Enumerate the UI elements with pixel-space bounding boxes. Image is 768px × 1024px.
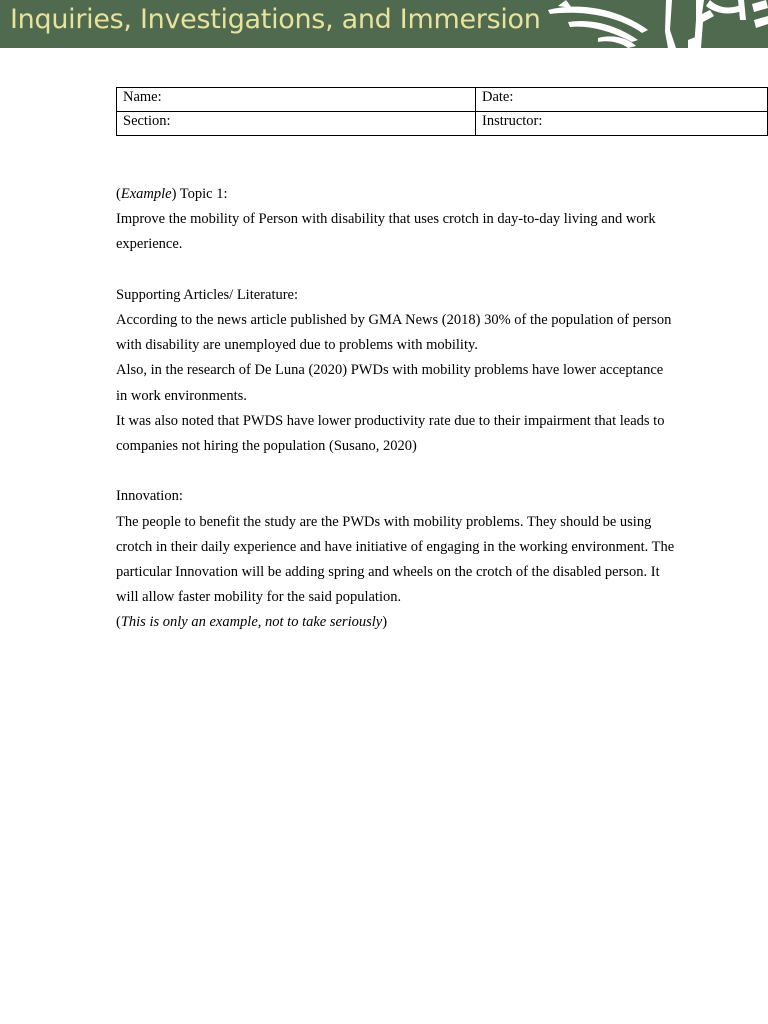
topic-text: Improve the mobility of Person with disability that uses crotch in day-to-day living and work experience.	[116, 211, 656, 253]
header-banner	[0, 0, 768, 48]
note-close: )	[382, 614, 388, 631]
instructor-field[interactable]: Instructor:	[476, 112, 768, 136]
student-info-table	[116, 87, 768, 136]
leaf-tree-icon	[538, 0, 768, 48]
supporting-paragraph-3: It was also noted that PWDS have lower productivity rate due to their impairment that leads to companies not hiring the population (Susano, 2020)	[116, 412, 665, 455]
topic-heading	[116, 182, 676, 207]
banner-title: Inquiries, Investigations, and Immersion	[10, 4, 541, 35]
disclaimer-note	[116, 610, 676, 635]
topic-prefix-italic: Example	[120, 186, 172, 202]
table-row	[117, 88, 768, 112]
innovation-text: The people to benefit the study are the PWDs with mobility problems. They should be using crotch in their daily experience and have initiative of engaging in the working environment. The particular Innovation will be adding spring and wheels on the crotch of the disabled person. It will allow faster mobility for the said population.	[116, 513, 675, 606]
supporting-heading: Supporting Articles/ Literature:	[116, 286, 299, 303]
document-body	[116, 182, 676, 636]
supporting-paragraph-2: Also, in the research of De Luna (2020) PWDs with mobility problems have lower acceptance in work environments.	[116, 362, 664, 404]
topic-prefix-open: (	[116, 186, 121, 202]
supporting-paragraph-1: According to the news article published by GMA News (2018) 30% of the population of person with disability are unemployed due to problems with mobility.	[116, 312, 672, 354]
innovation-heading: Innovation:	[116, 488, 183, 505]
topic-prefix-close: ) Topic 1:	[171, 186, 228, 202]
name-field[interactable]: Name:	[117, 88, 476, 112]
note-italic: This is only an example, not to take seriously	[120, 614, 383, 631]
table-row	[117, 112, 768, 136]
note-open: (	[116, 614, 121, 631]
section-field[interactable]: Section:	[117, 112, 476, 136]
date-field[interactable]: Date:	[476, 88, 768, 112]
